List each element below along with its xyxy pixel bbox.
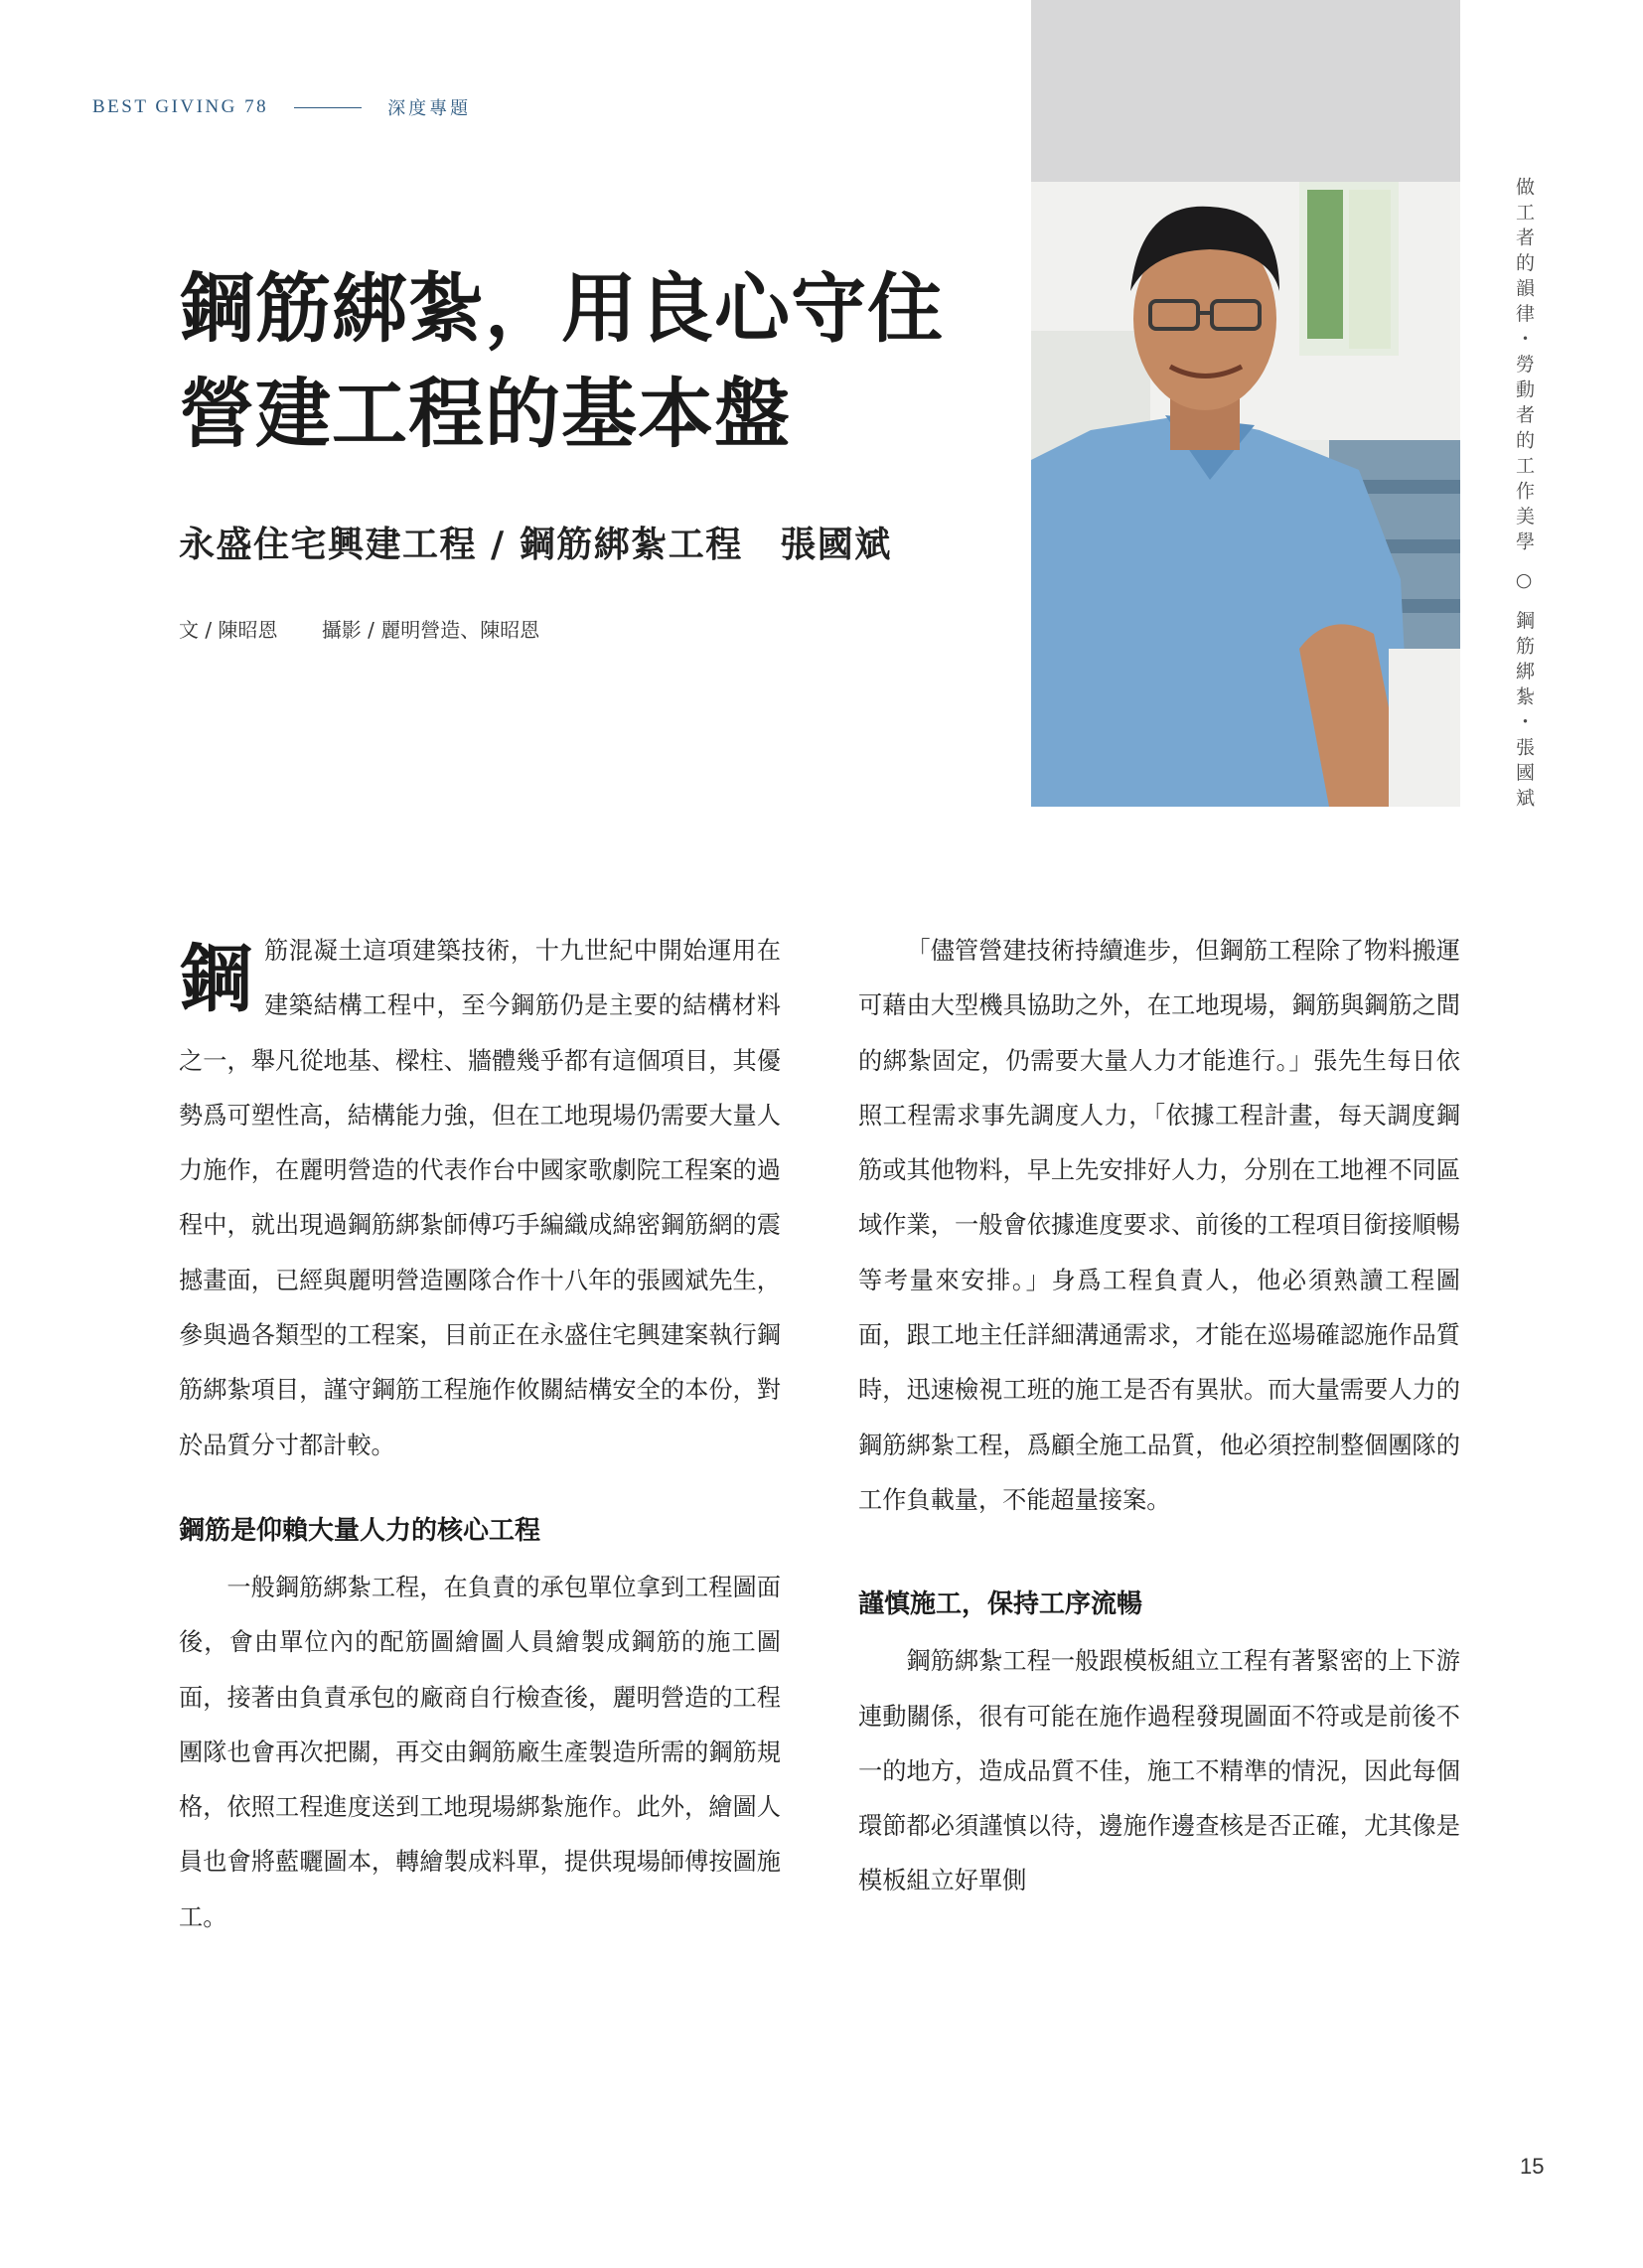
article-subtitle: 永盛住宅興建工程 / 鋼筋綁紮工程 張國斌 [179,525,892,565]
photo-credit: 攝影 / 麗明營造、陳昭恩 [321,618,540,642]
article-title [179,256,944,467]
body-paragraph: 鋼筋綁紮工程一般跟模板組立工程有著緊密的上下游連動關係，很有可能在施作過程發現圖面不符或是前後不一的地方，造成品質不佳，施工不精準的情況，因此每個環節都必須謹慎以待，邊施作邊查核是否正確，尤其像是模板組立好單側 [858,1647,1460,1895]
header-rule [294,107,362,108]
left-column [179,924,781,1945]
title-line-2: 營建工程的基本盤 [179,370,791,458]
lead-paragraph [179,924,781,1473]
body-paragraph: 一般鋼筋綁紮工程，在負責的承包單位拿到工程圖面後，會由單位內的配筋圖繪圖人員繪製成鋼筋的施工圖面，接著由負責承包的廠商自行檢查後，麗明營造的工程團隊也會再次把關，再交由鋼筋廠生產製造所需的鋼筋規格，依照工程進度送到工地現場綁紮施作。此外，繪圖人員也會將藍曬圖本，轉繪製成料單，提供現場師傅按圖施工。 [179,1573,781,1931]
section-label: 深度專題 [387,98,472,119]
portrait-photo [1031,182,1460,807]
page-number: 15 [1520,2154,1545,2179]
publication-name: BEST GIVING 78 [92,96,269,117]
lead-paragraph-text: 筋混凝土這項建築技術，十九世紀中開始運用在建築結構工程中，至今鋼筋仍是主要的結構材料之一，舉凡從地基、樑柱、牆體幾乎都有這個項目，其優勢爲可塑性高，結構能力強，但在工地現場仍需要大量人力施作，在麗明營造的代表作台中國家歌劇院工程案的過程中，就出現過鋼筋綁紮師傅巧手編織成綿密鋼筋網的震撼畫面，已經與麗明營造團隊合作十八年的張國斌先生，參與過各類型的工程案，目前正在永盛住宅興建案執行鋼筋綁紮項目，謹守鋼筋工程施作攸關結構安全的本份，對於品質分寸都計較。 [179,937,781,1459]
byline [179,614,539,643]
side-column-title: 做工者的韻律・勞動者的工作美學 ○ 鋼筋綁紮・張國斌 [1513,177,1535,814]
writer-credit: 文 / 陳昭恩 [179,618,278,642]
right-column [858,924,1460,1909]
section-heading-1: 鋼筋是仰賴大量人力的核心工程 [179,1515,541,1546]
gray-color-block [1031,0,1460,182]
body-paragraph: 「儘管營建技術持續進步，但鋼筋工程除了物料搬運可藉由大型機具協助之外，在工地現場，鋼筋與鋼筋之間的綁紮固定，仍需要大量人力才能進行。」張先生每日依照工程需求事先調度人力，「依據工程計畫，每天調度鋼筋或其他物料，早上先安排好人力，分別在工地裡不同區域作業，一般會依據進度要求、前後的工程項目銜接順暢等考量來安排。」身爲工程負責人，他必須熟讀工程圖面，跟工地主任詳細溝通需求，才能在巡場確認施作品質時，迅速檢視工班的施工是否有異狀。而大量需要人力的鋼筋綁紮工程，爲顧全施工品質，他必須控制整個團隊的工作負載量，不能超量接案。 [858,937,1460,1514]
title-line-1: 鋼筋綁紮，用良心守住 [179,264,944,353]
drop-cap: 鋼 [179,937,252,1022]
running-header [92,94,471,120]
section-heading-2: 謹慎施工，保持工序流暢 [858,1589,1143,1620]
